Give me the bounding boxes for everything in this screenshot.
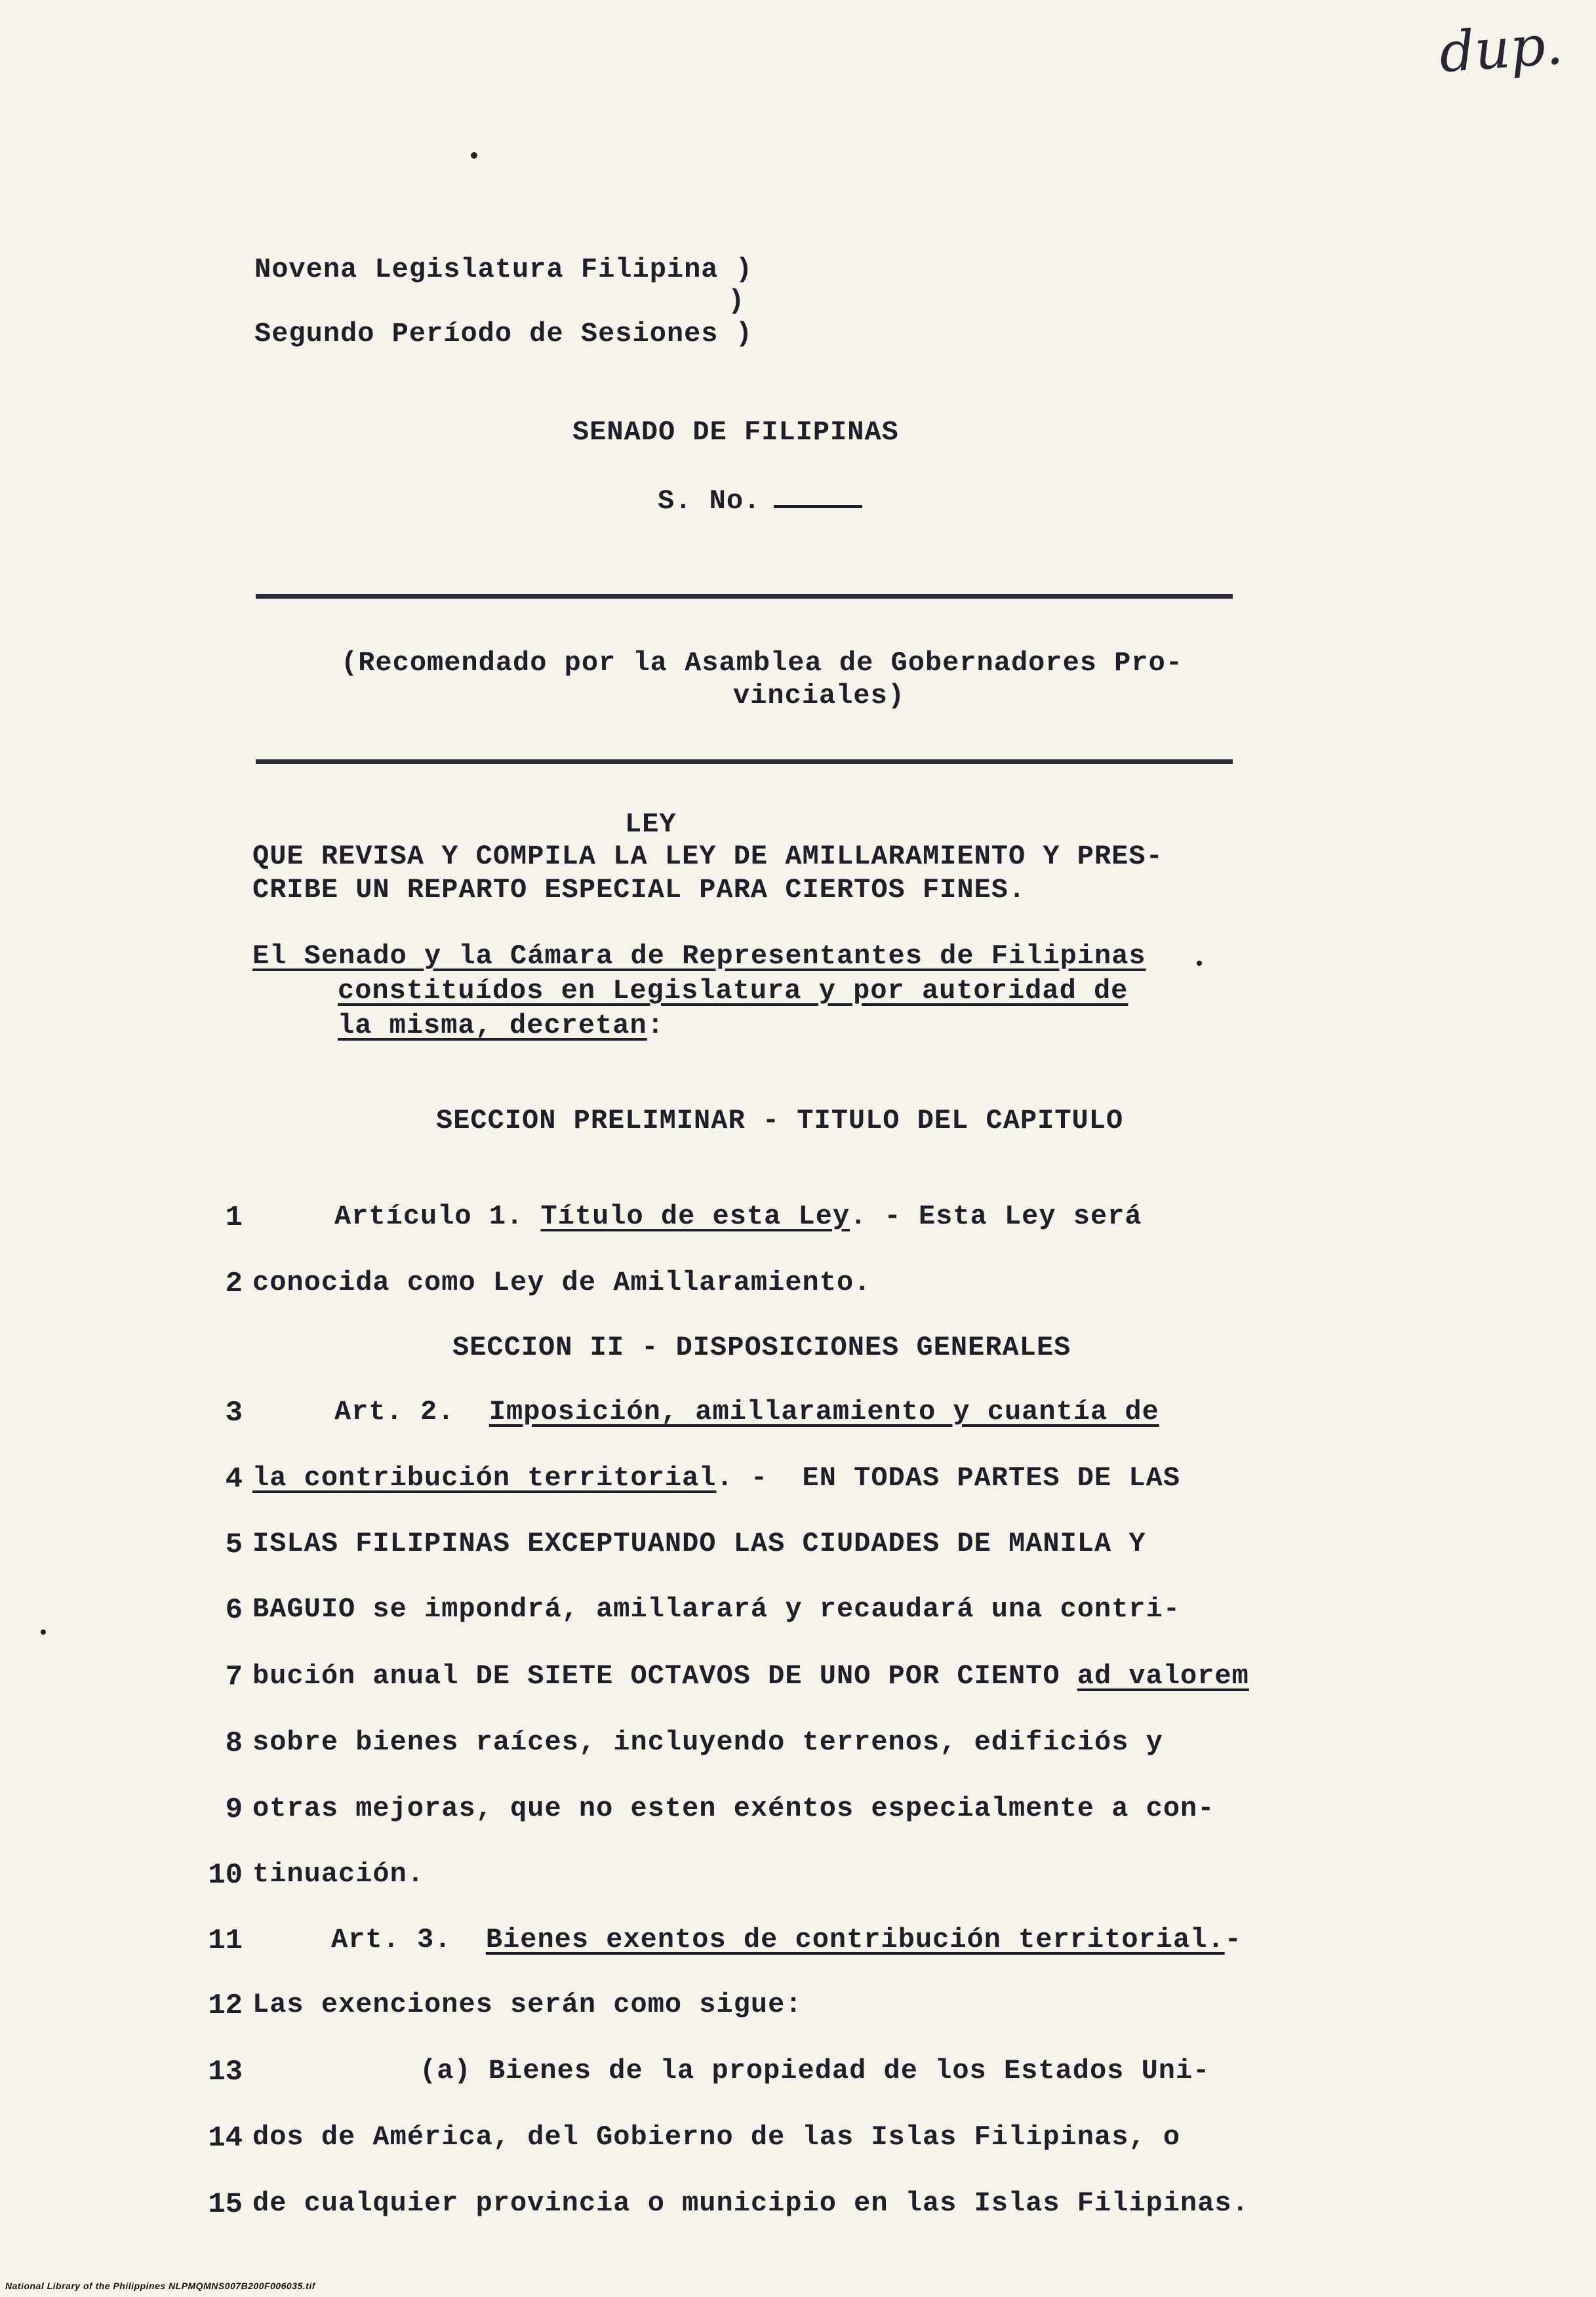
line-text: otras mejoras, que no esten exéntos especialmente a con- <box>252 1793 1215 1824</box>
text-line <box>252 2189 1249 2217</box>
line-text: Art. 3. <box>331 1924 486 1955</box>
line-text: - <box>1224 1924 1242 1955</box>
bill-number <box>658 485 862 515</box>
underlined-text: Imposición, amillaramiento y cuantía de <box>489 1396 1159 1428</box>
senate-title: SENADO DE FILIPINAS <box>572 416 899 448</box>
enacting-clause-colon: : <box>647 1010 664 1041</box>
divider-top <box>256 594 1233 599</box>
text-line <box>252 1991 803 2018</box>
underlined-text: Título de esta Ley <box>540 1201 850 1232</box>
line-text: Las exenciones serán como sigue: <box>252 1989 803 2020</box>
line-text: de cualquier provincia o municipio en las Islas Filipinas. <box>252 2187 1249 2219</box>
enacting-clause-line-3 <box>338 1012 664 1039</box>
text-line <box>334 1398 1159 1426</box>
enacting-clause-text: la misma, decretan <box>338 1010 647 1041</box>
line-number: 13 <box>208 2056 243 2088</box>
line-text: dos de América, del Gobierno de las Islas Filipinas, o <box>252 2121 1181 2153</box>
line-text: BAGUIO se impondrá, amillarará y recaudará una contri- <box>252 1593 1181 1625</box>
enacting-clause-line-2: constituídos en Legislatura y por autoridad de <box>338 975 1128 1007</box>
bracket-mid: ) <box>728 285 746 317</box>
bill-number-label: S. No. <box>658 485 761 517</box>
line-number: 1 <box>225 1201 243 1234</box>
text-line <box>252 1662 1249 1690</box>
underlined-text: Bienes exentos de contribución territorial. <box>485 1924 1225 1955</box>
ink-speck <box>1197 961 1202 966</box>
bill-number-blank <box>774 485 862 508</box>
line-number: 6 <box>225 1594 243 1627</box>
text-line <box>252 1530 1146 1557</box>
line-text: (a) Bienes de la propiedad de los Estados Uni- <box>420 2055 1210 2087</box>
session-line: Segundo Período de Sesiones ) <box>254 318 753 350</box>
section-preliminary-heading: SECCION PRELIMINAR - TITULO DEL CAPITULO <box>436 1105 1124 1136</box>
text-line <box>252 1728 1163 1756</box>
line-text: Art. 2. <box>334 1396 489 1428</box>
text-line <box>331 1926 1242 1953</box>
text-line <box>252 1860 424 1888</box>
line-number: 4 <box>225 1463 243 1496</box>
law-title-line-2: CRIBE UN REPARTO ESPECIAL PARA CIERTOS FINES. <box>252 874 1026 906</box>
text-line <box>252 1269 871 1296</box>
line-text: . - EN TODAS PARTES DE LAS <box>716 1462 1181 1494</box>
line-number: 12 <box>208 1989 243 2022</box>
line-number: 11 <box>208 1925 243 1957</box>
line-number: 2 <box>225 1268 243 1300</box>
underlined-text: la contribución territorial <box>252 1462 717 1494</box>
recommendation-line-1: (Recomendado por la Asamblea de Gobernadores Pro- <box>341 647 1184 679</box>
line-text: conocida como Ley de Amillaramiento. <box>252 1267 871 1298</box>
law-heading: LEY <box>625 809 677 840</box>
line-text: Artículo 1. <box>334 1201 541 1232</box>
line-text: . - Esta Ley será <box>850 1201 1142 1232</box>
text-line <box>420 2057 1210 2085</box>
ink-speck <box>471 152 477 159</box>
line-number: 7 <box>225 1661 243 1694</box>
line-text: tinuación. <box>252 1858 425 1890</box>
footer-source: National Library of the Philippines NLPMQMNS007B200F006035.tif <box>5 2281 315 2291</box>
line-number: 15 <box>208 2188 243 2221</box>
line-number: 5 <box>225 1528 243 1561</box>
line-text: ISLAS FILIPINAS EXCEPTUANDO LAS CIUDADES DE MANILA Y <box>252 1528 1146 1559</box>
text-line <box>252 1464 1180 1492</box>
text-line <box>252 1795 1214 1822</box>
line-number: 3 <box>225 1397 243 1429</box>
line-text: sobre bienes raíces, incluyendo terrenos, edificiós y <box>252 1727 1163 1758</box>
recommendation-line-2: vinciales) <box>733 680 906 711</box>
legislature-line: Novena Legislatura Filipina ) <box>254 254 753 285</box>
handwritten-annotation: dup. <box>1437 12 1565 85</box>
divider-bottom <box>256 759 1233 764</box>
enacting-clause-line-1: El Senado y la Cámara de Representantes de Filipinas <box>252 940 1146 972</box>
line-number: 8 <box>225 1727 243 1760</box>
line-text: bución anual DE SIETE OCTAVOS DE UNO POR CIENTO <box>252 1660 1077 1692</box>
law-title-line-1: QUE REVISA Y COMPILA LA LEY DE AMILLARAMIENTO Y PRES- <box>252 841 1163 872</box>
text-line <box>252 2123 1180 2151</box>
text-line <box>334 1203 1142 1230</box>
line-number: 14 <box>208 2122 243 2155</box>
line-number: 10 <box>208 1859 243 1892</box>
section-2-heading: SECCION II - DISPOSICIONES GENERALES <box>452 1332 1071 1363</box>
underlined-text: ad valorem <box>1077 1660 1249 1692</box>
ink-speck <box>41 1629 46 1635</box>
text-line <box>252 1595 1180 1623</box>
line-number: 9 <box>225 1793 243 1826</box>
